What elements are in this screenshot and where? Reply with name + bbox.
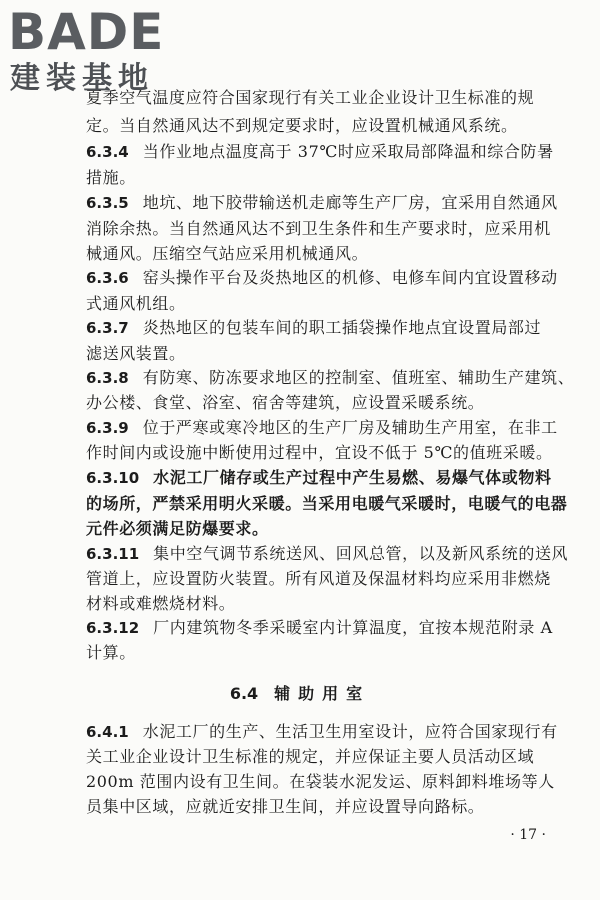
clause-number: 6.3.10 <box>86 469 140 487</box>
clause-text-line: 计算。 <box>86 643 136 662</box>
clause-text: 水泥工厂的生产、生活卫生用室设计，应符合国家现行有 <box>142 722 558 741</box>
section-number: 6.4 <box>229 684 259 703</box>
clause-text-line: 关工业企业设计卫生标准的规定，并应保证主要人员活动区域 <box>86 747 535 766</box>
clause-text: 有防寒、防冻要求地区的控制室、值班室、辅助生产建筑、 <box>142 368 575 387</box>
clause-text-line: 元件必须满足防爆要求。 <box>86 519 269 538</box>
clause-text-line: 的场所，严禁采用明火采暖。当采用电暖气采暖时，电暖气的电器 <box>86 494 568 513</box>
section-heading <box>0 684 600 704</box>
clause-text: 集中空气调节系统送风、回风总管，以及新风系统的送风 <box>153 544 569 563</box>
clause-text: 厂内建筑物冬季采暖室内计算温度，宜按本规范附录 A <box>153 618 553 637</box>
section-title: 辅助用室 <box>274 684 371 703</box>
clause-text-line: 材料或难燃烧材料。 <box>86 594 236 613</box>
clause-6-3-5 <box>86 193 558 213</box>
clause-text-line: 式通风机组。 <box>86 294 186 313</box>
clause-text-line: 作时间内或设施中断使用过程中，宜设不低于 5℃的值班采暖。 <box>86 443 553 462</box>
clause-number: 6.3.6 <box>86 269 129 287</box>
clause-text-line: 办公楼、食堂、浴室、宿舍等建筑，应设置采暖系统。 <box>86 393 485 412</box>
bade-logo <box>8 4 178 102</box>
clause-6-3-6 <box>86 268 558 288</box>
clause-number: 6.3.11 <box>86 545 140 563</box>
clause-text: 位于严寒或寒冷地区的生产厂房及辅助生产用室，在非工 <box>142 418 558 437</box>
clause-number: 6.3.9 <box>86 419 129 437</box>
clause-text-line: 管道上，应设置防火装置。所有风道及保温材料均应采用非燃烧 <box>86 569 551 588</box>
clause-text-line: 200m 范围内设有卫生间。在袋装水泥发运、原料卸料堆场等人 <box>86 772 555 791</box>
clause-number: 6.4.1 <box>86 723 129 741</box>
clause-text: 炎热地区的包装车间的职工插袋操作地点宜设置局部过 <box>142 318 542 337</box>
clause-6-3-7 <box>86 318 546 338</box>
clause-6-3-12 <box>86 618 553 638</box>
clause-text: 地坑、地下胶带输送机走廊等生产厂房，宜采用自然通风 <box>142 193 558 212</box>
clause-text: 当作业地点温度高于 37℃时应采取局部降温和综合防暑 <box>142 142 554 161</box>
clause-text-line: 措施。 <box>86 168 136 187</box>
clause-6-3-10 <box>86 468 552 488</box>
clause-number: 6.3.7 <box>86 319 129 337</box>
clause-number: 6.3.12 <box>86 619 140 637</box>
clause-text-line: 员集中区域，应就近安排卫生间，并应设置导向路标。 <box>86 797 485 816</box>
logo-subtitle: 建装基地 <box>10 61 154 96</box>
page-number: · 17 · <box>510 827 546 843</box>
intro-line: 夏季空气温度应符合国家现行有关工业企业设计卫生标准的规 <box>86 88 535 107</box>
clause-text: 窑头操作平台及炎热地区的机修、电修车间内宜设置移动 <box>142 268 558 287</box>
clause-6-4-1 <box>86 722 558 742</box>
clause-6-3-4 <box>86 142 554 162</box>
clause-text-line: 滤送风装置。 <box>86 344 186 363</box>
clause-number: 6.3.5 <box>86 194 129 212</box>
clause-text-line: 消除余热。当自然通风达不到卫生条件和生产要求时，应采用机 <box>86 219 551 238</box>
clause-number: 6.3.8 <box>86 369 129 387</box>
clause-text: 水泥工厂储存或生产过程中产生易燃、易爆气体或物料 <box>153 468 552 487</box>
clause-number: 6.3.4 <box>86 143 129 161</box>
intro-line: 定。当自然通风达不到规定要求时，应设置机械通风系统。 <box>86 116 518 135</box>
clause-text-line: 械通风。压缩空气站应采用机械通风。 <box>86 244 369 263</box>
clause-6-3-11 <box>86 544 569 564</box>
logo-wordmark: BADE <box>8 3 165 61</box>
clause-6-3-8 <box>86 368 575 388</box>
clause-6-3-9 <box>86 418 558 438</box>
